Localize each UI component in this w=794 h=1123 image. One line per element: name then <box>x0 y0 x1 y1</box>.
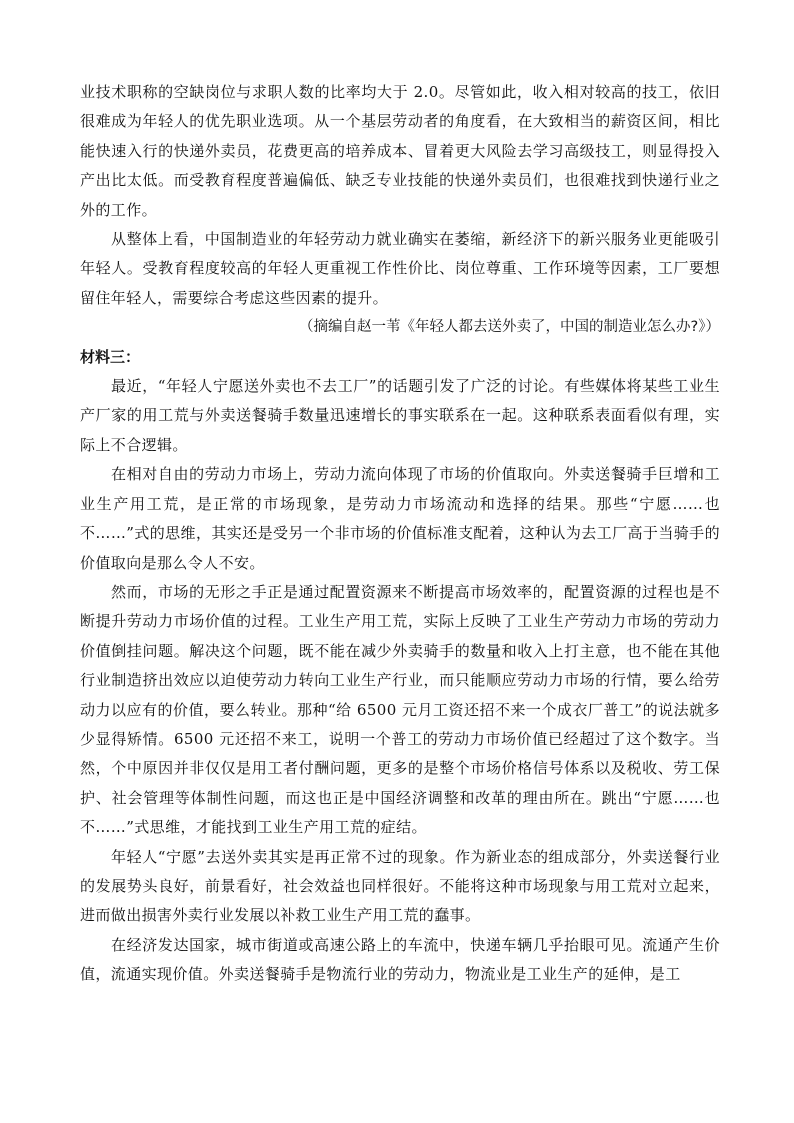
paragraph-material-3-3: 然而，市场的无形之手正是通过配置资源来不断提高市场效率的，配置资源的过程也是不断提升劳动力市场价值的过程。工业生产用工荒，实际上反映了工业生产劳动力市场的劳动力价值倒挂问题。解决这个问题，既不能在减少外卖骑手的数量和收入上打主意，也不能在其他行业制造挤出效应以迫使劳动力转向工业生产行业，而只能顺应劳动力市场的行情，要么给劳动力以应有的价值，要么转业。那种“给 6500 元月工资还招不来一个成衣厂普工”的说法就多少显得矫情。6500 元还招不来工，说明一个普工的劳动力市场价值已经超过了这个数字。当然，个中原因并非仅仅是用工者付酬问题，更多的是整个市场价格信号体系以及税收、劳工保护、社会管理等体制性问题，而这也正是中国经济调整和改革的理由所在。跳出“宁愿……也不……”式思维，才能找到工业生产用工荒的症结。 <box>80 582 720 837</box>
paragraph-material-3-1: 最近，“年轻人宁愿送外卖也不去工厂”的话题引发了广泛的讨论。有些媒体将某些工业生产厂家的用工荒与外卖送餐骑手数量迅速增长的事实联系在一起。这种联系表面看似有理，实际上不合逻辑。 <box>80 377 720 454</box>
section-heading-material-3: 材料三： <box>80 347 141 366</box>
paragraph-continued: 业技术职称的空缺岗位与求职人数的比率均大于 2.0。尽管如此，收入相对较高的技工，依旧很难成为年轻人的优先职业选项。从一个基层劳动者的角度看，在大致相当的薪资区间，相比能快速入行的快递外卖员，花费更高的培养成本、冒着更大风险去学习高级技工，则显得投入产出比太低。而受教育程度普遍偏低、缺乏专业技能的快递外卖员们，也很难找到快递行业之外的工作。 <box>80 83 720 219</box>
document-body <box>80 78 720 990</box>
paragraph-overall-view: 从整体上看，中国制造业的年轻劳动力就业确实在萎缩，新经济下的新兴服务业更能吸引年轻人。受教育程度较高的年轻人更重视工作性价比、岗位尊重、工作环境等因素，工厂要想留住年轻人，需要综合考虑这些因素的提升。 <box>80 230 720 307</box>
paragraph-material-3-4: 年轻人“宁愿”去送外卖其实是再正常不过的现象。作为新业态的组成部分，外卖送餐行业的发展势头良好，前景看好，社会效益也同样很好。不能将这种市场现象与用工荒对立起来，进而做出损害外卖行业发展以补救工业生产用工荒的蠢事。 <box>80 847 720 925</box>
paragraph-material-3-5: 在经济发达国家，城市街道或高速公路上的车流中，快递车辆几乎抬眼可见。流通产生价值，流通实现价值。外卖送餐骑手是物流行业的劳动力，物流业是工业生产的延伸，是工 <box>80 935 720 984</box>
paragraph-material-3-2: 在相对自由的劳动力市场上，劳动力流向体现了市场的价值取向。外卖送餐骑手巨增和工业生产用工荒，是正常的市场现象，是劳动力市场流动和选择的结果。那些“宁愿……也不……”式的思维，其实还是受另一个非市场的价值标准支配着，这种认为去工厂高于当骑手的价值取向是那么令人不安。 <box>80 465 720 572</box>
source-citation: （摘编自赵一苇《年轻人都去送外卖了，中国的制造业怎么办?》） <box>299 319 720 336</box>
